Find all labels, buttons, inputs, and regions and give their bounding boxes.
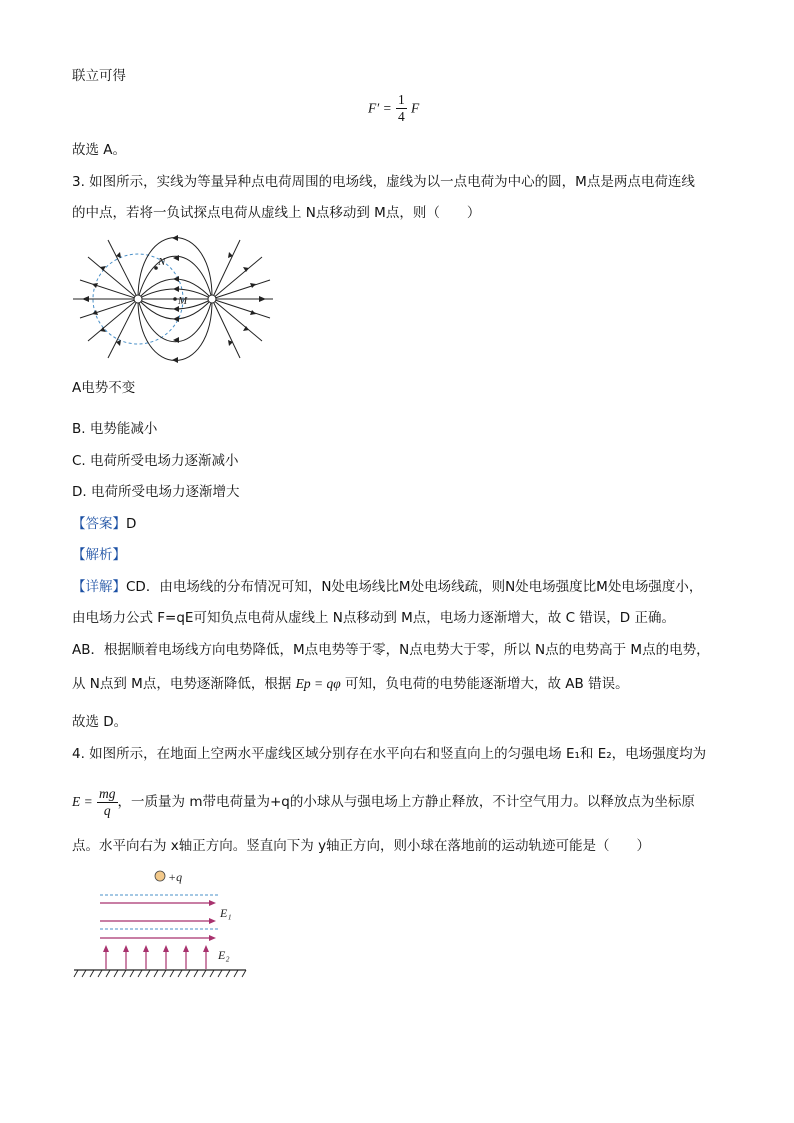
detail-line4-a: 从 N点到 M点，电势逐渐降低，根据 — [72, 676, 292, 692]
negative-charge — [208, 295, 216, 303]
analysis-tag-text: 【解析】 — [72, 547, 126, 563]
answer-tag: 【答案】 — [72, 516, 126, 532]
field-region-figure — [70, 865, 260, 983]
detail-line1-text: CD．由电场线的分布情况可知，N处电场线比M处电场线疏，则N处电场强度比M处电场强度小， — [126, 579, 703, 595]
label-m: M — [178, 295, 188, 307]
intro-text: 联立可得 — [72, 68, 126, 84]
positive-charge — [134, 295, 142, 303]
formula-lhs: F′ = — [368, 100, 392, 116]
detail-tag: 【详解】 — [72, 579, 126, 595]
option-a: A电势不变 — [72, 380, 136, 396]
answer-line — [72, 514, 136, 534]
q4-fraction-numerator: mg — [99, 785, 116, 801]
charged-ball — [155, 871, 165, 881]
detail-line2: 由电场力公式 F=qE可知负点电荷从虚线上 N点移动到 M点，电场力逐渐增大，故 C 错误，D 正确。 — [72, 610, 675, 626]
option-c: C. 电荷所受电场力逐渐减小 — [72, 453, 239, 469]
ball-label: +q — [168, 870, 183, 884]
e2-label: E₂ — [218, 948, 230, 962]
detail-line1 — [72, 577, 702, 597]
fraction-numerator: 1 — [397, 92, 405, 107]
q3-stem-line2: 的中点，若将一负试探点电荷从虚线上 N点移动到 M点，则（ ） — [72, 205, 481, 221]
detail-line3: AB．根据顺着电场线方向电势降低，M点电势等于零，N点电势大于零，所以 N点的电势高于 M点的电势， — [72, 642, 710, 658]
formula-fraction — [396, 92, 407, 125]
q4-stem-line2 — [72, 783, 695, 821]
analysis-tag — [72, 545, 126, 565]
e1-label: E₁ — [220, 906, 232, 920]
fraction-denominator: 4 — [397, 109, 405, 124]
q4-formula-fraction — [97, 786, 118, 819]
detail-line4 — [72, 674, 629, 694]
q4-stem-line3: 点。水平向右为 x轴正方向。竖直向下为 y轴正方向，则小球在落地前的运动轨迹可能是（ ） — [72, 838, 651, 854]
formula-rhs: F — [411, 100, 420, 116]
point-m — [173, 297, 177, 301]
q4-fraction-denominator: q — [103, 802, 111, 818]
previous-answer: 故选 A。 — [72, 142, 127, 158]
option-d: D. 电荷所受电场力逐渐增大 — [72, 484, 240, 500]
q3-stem-line1: 3. 如图所示，实线为等量异种点电荷周围的电场线，虚线为以一点电荷为中心的圆，M点是两点电荷连线 — [72, 174, 695, 190]
detail-line4-b: 可知，负电荷的电势能逐渐增大，故 AB 错误。 — [345, 676, 629, 692]
q4-stem-line1: 4. 如图所示，在地面上空两水平虚线区域分别存在水平向右和竖直向上的匀强电场 E₁和 E₂，电场强度均为 — [72, 746, 707, 762]
q4-formula-lhs: E = — [72, 794, 93, 809]
label-n: N — [158, 256, 166, 268]
formula-f-prime — [368, 92, 419, 125]
option-b: B. 电势能减小 — [72, 421, 158, 437]
answer-value: D — [126, 516, 137, 532]
potential-energy-formula: Ep = qφ — [295, 676, 341, 691]
q3-conclusion: 故选 D。 — [72, 714, 128, 730]
electric-field-figure — [68, 232, 280, 362]
q4-stem-line2-text: ，一质量为 m带电荷量为+q的小球从与强电场上方静止释放，不计空气用力。以释放点为坐标原 — [117, 794, 695, 810]
